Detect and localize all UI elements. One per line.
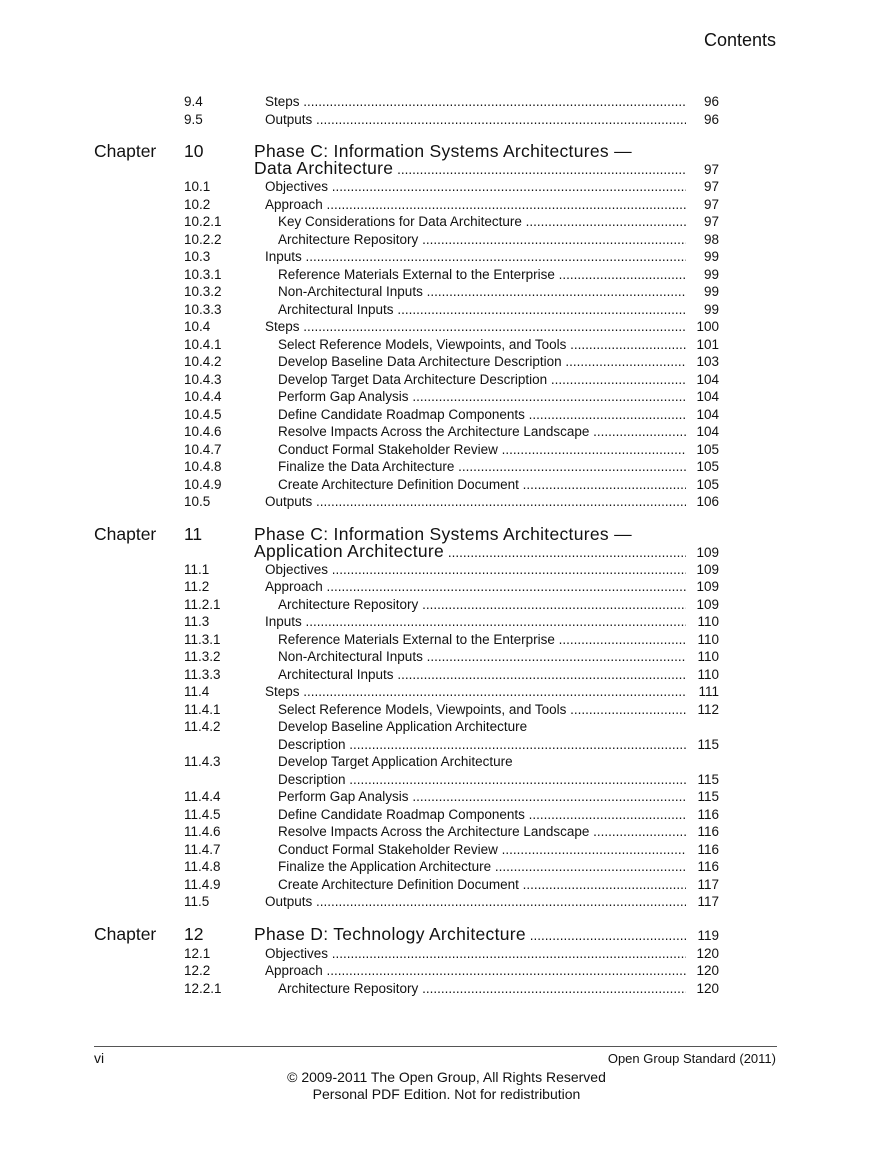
page-number: 104 — [696, 424, 719, 439]
publication-name: Open Group Standard (2011) — [607, 1051, 776, 1066]
section-title: Create Architecture Definition Document ..... — [278, 476, 686, 494]
toc-entry[interactable] — [0, 231, 893, 249]
toc-entry[interactable] — [0, 578, 893, 596]
chapter-label: Chapter — [94, 523, 157, 544]
section-title: Outputs ..... — [265, 493, 686, 511]
chapter-number: 12 — [184, 923, 204, 944]
toc-entry[interactable] — [0, 301, 893, 319]
section-number: 11.4.9 — [184, 876, 221, 892]
chapter-title: Phase D: Technology Architecture ..... — [254, 925, 686, 945]
toc-entry[interactable] — [0, 771, 893, 789]
section-number: 9.4 — [184, 94, 203, 109]
section-title: Architectural Inputs ..... — [278, 301, 686, 319]
section-number: 10.3.2 — [184, 284, 222, 299]
section-title: Approach ..... — [265, 196, 686, 214]
toc-entry[interactable] — [0, 248, 893, 266]
page-number: 104 — [696, 389, 719, 404]
page-number: 117 — [697, 876, 719, 892]
toc-entry[interactable] — [0, 648, 893, 666]
section-title: Inputs ..... — [265, 613, 686, 631]
section-title: Develop Baseline Application Architecture — [278, 719, 528, 734]
toc-entry[interactable] — [0, 596, 893, 614]
toc-entry[interactable] — [0, 93, 893, 111]
toc-entry[interactable] — [0, 631, 893, 649]
section-title: Inputs ..... — [265, 248, 686, 266]
section-title: Conduct Formal Stakeholder Review ..... — [278, 841, 686, 859]
page-number: 117 — [697, 894, 719, 909]
chapter-label: Chapter — [94, 923, 157, 944]
page-number: 116 — [697, 824, 719, 839]
toc-entry[interactable] — [0, 458, 893, 476]
toc-entry[interactable] — [0, 945, 893, 963]
section-title: Architectural Inputs ..... — [278, 666, 686, 684]
page-number: 120 — [696, 980, 719, 996]
section-title: Outputs ..... — [265, 111, 686, 129]
chapter-label: Chapter — [94, 141, 157, 161]
section-title: Non-Architectural Inputs ..... — [278, 648, 686, 666]
section-title: Resolve Impacts Across the Architecture Landscape ..... — [278, 423, 686, 441]
page-number: 106 — [696, 494, 719, 509]
toc-entry[interactable] — [0, 718, 893, 736]
toc-entry[interactable] — [0, 353, 893, 371]
section-number: 11.4.3 — [184, 754, 221, 769]
toc-entry[interactable] — [0, 841, 893, 859]
page-number: 109 — [696, 579, 719, 594]
section-number: 11.4.4 — [184, 789, 221, 804]
page-number: 116 — [697, 806, 719, 822]
section-title: Non-Architectural Inputs ..... — [278, 283, 686, 301]
toc-entry[interactable] — [0, 666, 893, 684]
section-number: 11.2.1 — [184, 596, 221, 612]
toc-entry[interactable] — [0, 111, 893, 129]
section-title: Select Reference Models, Viewpoints, and Tools ..... — [278, 701, 686, 719]
section-number: 11.3.2 — [184, 649, 221, 664]
section-title: Define Candidate Roadmap Components ..... — [278, 806, 686, 824]
page-number: vi — [94, 1050, 105, 1066]
page-number: 110 — [697, 649, 719, 664]
section-title: Resolve Impacts Across the Architecture Landscape ..... — [278, 823, 686, 841]
section-number: 10.4 — [184, 319, 211, 334]
section-title: Select Reference Models, Viewpoints, and Tools ..... — [278, 336, 686, 354]
section-title: Description ..... — [278, 771, 686, 789]
page-number: 101 — [696, 336, 719, 352]
section-number: 10.3.1 — [184, 266, 222, 282]
page-number: 110 — [697, 614, 719, 629]
section-number: 11.3 — [184, 614, 210, 629]
section-number: 10.4.2 — [184, 354, 222, 369]
toc-entry[interactable] — [0, 893, 893, 911]
toc-entry[interactable] — [0, 213, 893, 231]
section-number: 10.4.5 — [184, 406, 222, 422]
section-title: Outputs ..... — [265, 893, 686, 911]
toc-entry[interactable] — [0, 858, 893, 876]
page-number: 96 — [703, 94, 719, 109]
toc-entry[interactable] — [0, 476, 893, 494]
section-title: Key Considerations for Data Architecture ..... — [278, 213, 686, 231]
page-number: 115 — [697, 789, 719, 804]
page-number: 116 — [697, 841, 719, 857]
section-number: 10.4.7 — [184, 441, 222, 457]
toc-entry[interactable] — [0, 701, 893, 719]
page-number: 100 — [696, 319, 719, 334]
section-number: 10.3 — [184, 249, 211, 264]
toc-entry[interactable] — [0, 336, 893, 354]
section-title: Approach ..... — [265, 962, 686, 980]
section-title: Finalize the Application Architecture ..... — [278, 858, 686, 876]
page-number: 103 — [696, 354, 719, 369]
chapter-page-number: 109 — [696, 544, 719, 560]
distribution-notice: Personal PDF Edition. Not for redistribution — [312, 1086, 581, 1102]
page-header-title: Contents — [703, 30, 776, 50]
toc-entry[interactable] — [0, 371, 893, 389]
section-number: 11.3.3 — [184, 666, 221, 682]
page-number: 110 — [697, 666, 719, 682]
section-title: Reference Materials External to the Enterprise ..... — [278, 266, 686, 284]
section-title: Architecture Repository ..... — [278, 596, 686, 614]
toc-entry[interactable] — [0, 493, 893, 511]
section-title: Description ..... — [278, 736, 686, 754]
page-number: 109 — [696, 561, 719, 577]
page-number: 115 — [697, 771, 719, 787]
chapter-number: 11 — [184, 523, 203, 544]
toc-entry[interactable] — [0, 736, 893, 754]
section-title: Objectives ..... — [265, 945, 686, 963]
section-number: 11.5 — [184, 894, 210, 909]
toc-entry[interactable] — [0, 266, 893, 284]
page-number: 112 — [697, 701, 719, 717]
toc-entry[interactable] — [0, 388, 893, 406]
page-number: 99 — [703, 301, 719, 317]
toc-entry[interactable] — [0, 753, 893, 771]
section-title: Develop Target Data Architecture Description ..... — [278, 371, 686, 389]
section-number: 11.3.1 — [184, 631, 221, 647]
section-number: 12.2.1 — [184, 980, 222, 996]
section-number: 11.4.5 — [184, 806, 221, 822]
section-title: Architecture Repository ..... — [278, 231, 686, 249]
page-number: 105 — [696, 441, 719, 457]
chapter-title-continued: Application Architecture ..... — [254, 542, 686, 562]
section-title: Architecture Repository ..... — [278, 980, 686, 998]
section-number: 10.2.1 — [184, 214, 222, 229]
chapter-heading[interactable] — [0, 525, 893, 561]
toc-entry[interactable] — [0, 876, 893, 894]
section-number: 10.4.4 — [184, 389, 222, 404]
section-title: Develop Target Application Architecture — [278, 754, 513, 769]
section-title: Reference Materials External to the Enterprise ..... — [278, 631, 686, 649]
toc-entry[interactable] — [0, 178, 893, 196]
section-title: Perform Gap Analysis ..... — [278, 788, 686, 806]
page-number: 109 — [696, 596, 719, 612]
page-number: 96 — [703, 111, 719, 127]
section-number: 10.4.1 — [184, 336, 222, 352]
section-number: 11.1 — [184, 561, 210, 577]
section-number: 12.2 — [184, 963, 211, 978]
section-title: Objectives ..... — [265, 561, 686, 579]
section-number: 11.2 — [184, 579, 210, 594]
toc-entry[interactable] — [0, 196, 893, 214]
page-number: 105 — [696, 476, 719, 492]
toc-entry[interactable] — [0, 823, 893, 841]
section-number: 11.4.7 — [184, 841, 221, 857]
section-title: Define Candidate Roadmap Components ..... — [278, 406, 686, 424]
toc-entry[interactable] — [0, 441, 893, 459]
toc-entry[interactable] — [0, 683, 893, 701]
page-number: 97 — [703, 179, 719, 194]
page-number: 105 — [696, 459, 719, 474]
page-number: 115 — [697, 736, 719, 752]
page-number: 111 — [698, 684, 719, 699]
toc-entry[interactable] — [0, 788, 893, 806]
page-number: 104 — [696, 371, 719, 387]
section-number: 10.3.3 — [184, 301, 222, 317]
footer-rule — [94, 1046, 777, 1047]
section-number: 10.5 — [184, 494, 211, 509]
section-title: Steps ..... — [265, 93, 686, 111]
chapter-title: Phase C: Information Systems Architectures — — [254, 523, 632, 544]
toc-entry[interactable] — [0, 980, 893, 998]
section-title: Objectives ..... — [265, 178, 686, 196]
chapter-number: 10 — [184, 141, 204, 161]
section-number: 10.2.2 — [184, 231, 222, 247]
section-title: Conduct Formal Stakeholder Review ..... — [278, 441, 686, 459]
page-number: 99 — [703, 266, 719, 282]
chapter-page-number: 119 — [697, 927, 719, 943]
toc-entry[interactable] — [0, 423, 893, 441]
toc-entry[interactable] — [0, 283, 893, 301]
section-title: Steps ..... — [265, 683, 686, 701]
section-number: 11.4.8 — [184, 859, 221, 874]
chapter-title-continued: Data Architecture ..... — [254, 159, 686, 179]
chapter-title: Phase C: Information Systems Architectures — — [254, 141, 632, 161]
copyright-notice: © 2009-2011 The Open Group, All Rights Reserved — [287, 1069, 606, 1085]
toc-entry[interactable] — [0, 962, 893, 980]
page-number: 99 — [703, 284, 719, 299]
section-title: Finalize the Data Architecture ..... — [278, 458, 686, 476]
section-number: 11.4 — [184, 684, 210, 699]
section-title: Steps ..... — [265, 318, 686, 336]
section-number: 9.5 — [184, 111, 203, 127]
section-number: 10.4.9 — [184, 476, 222, 492]
section-number: 10.1 — [184, 179, 211, 194]
section-number: 11.4.1 — [184, 701, 221, 717]
toc-entry[interactable] — [0, 806, 893, 824]
page-number: 97 — [703, 214, 719, 229]
page-number: 110 — [697, 631, 719, 647]
section-title: Approach ..... — [265, 578, 686, 596]
section-number: 10.4.8 — [184, 459, 222, 474]
page-number: 97 — [703, 196, 719, 212]
chapter-page-number: 97 — [703, 162, 719, 177]
toc-entry[interactable] — [0, 406, 893, 424]
page-number: 99 — [703, 249, 719, 264]
page-number: 120 — [696, 963, 719, 978]
section-number: 12.1 — [184, 945, 211, 961]
section-title: Perform Gap Analysis ..... — [278, 388, 686, 406]
page-number: 116 — [697, 859, 719, 874]
chapter-heading[interactable] — [0, 925, 893, 945]
section-number: 11.4.6 — [184, 824, 221, 839]
page-number: 98 — [703, 231, 719, 247]
section-number: 11.4.2 — [184, 719, 221, 734]
toc-entry[interactable] — [0, 561, 893, 579]
section-title: Develop Baseline Data Architecture Description ..... — [278, 353, 686, 371]
page-number: 104 — [696, 406, 719, 422]
chapter-heading[interactable] — [0, 142, 893, 178]
toc-entry[interactable] — [0, 613, 893, 631]
section-number: 10.4.6 — [184, 424, 222, 439]
toc-entry[interactable] — [0, 318, 893, 336]
section-number: 10.2 — [184, 196, 211, 212]
section-number: 10.4.3 — [184, 371, 222, 387]
page-number: 120 — [696, 945, 719, 961]
section-title: Create Architecture Definition Document ..... — [278, 876, 686, 894]
